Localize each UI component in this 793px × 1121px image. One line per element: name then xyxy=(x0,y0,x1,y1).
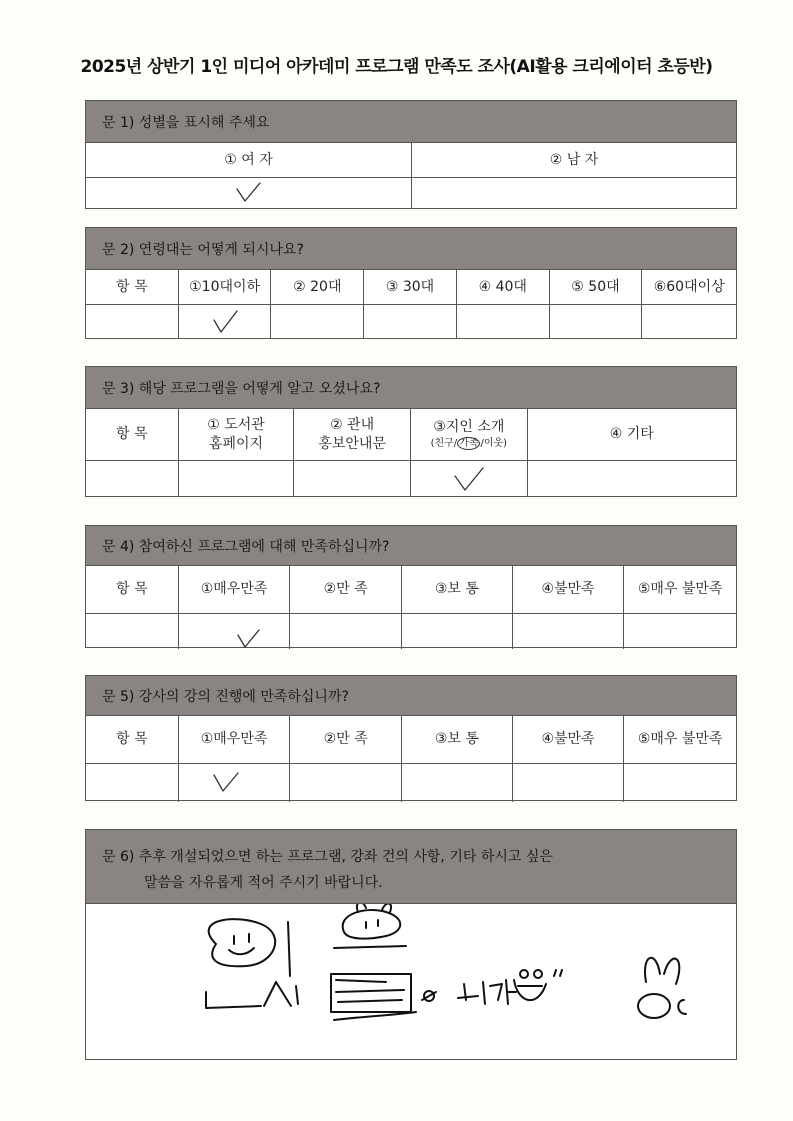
q4-answer-blank xyxy=(86,614,179,649)
q2-option-10s: ①10대이하 xyxy=(179,270,272,304)
q5-answer-very-satisfied[interactable] xyxy=(179,764,291,802)
question-1-heading xyxy=(86,101,736,143)
q2-answer-40s[interactable] xyxy=(457,305,550,338)
q5-option-satisfied: ②만 족 xyxy=(290,716,402,763)
q3-answer-blank xyxy=(86,461,179,496)
question-6-table xyxy=(85,829,737,1060)
question-6-heading xyxy=(86,830,736,904)
q5-option-very-satisfied: ①매우만족 xyxy=(179,716,291,763)
question-5-heading-text: 문 5) 강사의 강의 진행에 만족하십니까? xyxy=(102,688,349,705)
q5-option-neutral: ③보 통 xyxy=(402,716,513,763)
q3-option-library xyxy=(179,409,295,460)
q3-sub-post: /이웃) xyxy=(480,438,508,450)
q2-answer-50s[interactable] xyxy=(550,305,643,338)
q2-answer-30s[interactable] xyxy=(364,305,457,338)
q2-option-50s: ⑤ 50대 xyxy=(550,270,643,304)
q5-answer-satisfied[interactable] xyxy=(290,764,402,802)
q1-option-male: ② 남 자 xyxy=(549,151,599,168)
q3-option-flyer xyxy=(294,409,411,460)
q2-item-label: 항 목 xyxy=(86,270,179,304)
q5-answer-very-dissatisfied[interactable] xyxy=(624,764,736,802)
q3-answer-other[interactable] xyxy=(528,461,736,496)
q3-option-library-line1: ① 도서관 xyxy=(207,416,265,433)
question-4-heading xyxy=(86,526,736,566)
q4-option-very-dissatisfied: ⑤매우 불만족 xyxy=(637,581,723,598)
question-3-table xyxy=(85,366,737,497)
question-5-table xyxy=(85,675,737,801)
q3-option-referral-line1: ③지인 소개 xyxy=(433,419,505,436)
q4-answer-very-satisfied[interactable] xyxy=(179,614,291,649)
q2-answer-blank xyxy=(86,305,179,338)
q3-option-library-line2: 홈페이지 xyxy=(208,435,264,452)
q2-answer-10s[interactable] xyxy=(179,305,272,338)
question-3-heading-text: 문 3) 해당 프로그램을 어떻게 알고 오셨나요? xyxy=(102,380,381,397)
question-1-heading-text: 문 1) 성별을 표시해 주세요 xyxy=(102,114,270,131)
q1-answer-female[interactable] xyxy=(86,178,412,208)
checkmark-icon xyxy=(234,181,264,205)
q4-option-neutral: ③보 통 xyxy=(402,566,513,613)
q5-option-dissatisfied: ④불만족 xyxy=(513,716,625,763)
question-1-table xyxy=(85,100,737,209)
q2-answer-60s[interactable] xyxy=(642,305,736,338)
question-3-heading xyxy=(86,367,736,409)
q4-item-label: 항 목 xyxy=(86,566,179,613)
q4-answer-satisfied[interactable] xyxy=(290,614,402,649)
q3-item-label: 항 목 xyxy=(86,409,179,460)
checkmark-icon xyxy=(210,310,240,334)
q3-answer-flyer[interactable] xyxy=(294,461,411,496)
survey-title: 2025년 상반기 1인 미디어 아카데미 프로그램 만족도 조사(AI활용 크리에이터 초등반) xyxy=(80,57,713,77)
q6-free-answer-area[interactable] xyxy=(86,904,736,1059)
question-4-table xyxy=(85,525,737,648)
q2-option-60s: ⑥60대이상 xyxy=(653,278,725,295)
question-4-heading-text: 문 4) 참여하신 프로그램에 대해 만족하십니까? xyxy=(102,538,390,555)
checkmark-icon xyxy=(452,466,486,492)
checkmark-icon xyxy=(211,771,241,795)
q5-answer-blank xyxy=(86,764,179,802)
q3-option-referral-sub xyxy=(431,437,508,451)
q3-option-other: ④ 기타 xyxy=(609,426,654,443)
q5-answer-neutral[interactable] xyxy=(402,764,513,802)
q4-answer-neutral[interactable] xyxy=(402,614,513,649)
q4-option-dissatisfied: ④불만족 xyxy=(513,566,625,613)
q2-option-20s: ② 20대 xyxy=(271,270,364,304)
question-2-table xyxy=(85,227,737,339)
q3-sub-pre: (친구/ xyxy=(430,438,458,450)
q3-option-flyer-line2: 홍보안내문 xyxy=(318,435,386,452)
q2-answer-20s[interactable] xyxy=(271,305,364,338)
q3-answer-library[interactable] xyxy=(179,461,295,496)
q3-answer-referral[interactable] xyxy=(411,461,528,496)
q4-answer-very-dissatisfied[interactable] xyxy=(624,614,736,649)
q4-option-satisfied: ②만 족 xyxy=(290,566,402,613)
question-2-heading-text: 문 2) 연령대는 어떻게 되시나요? xyxy=(102,241,304,258)
question-2-heading xyxy=(86,228,736,270)
q4-option-very-satisfied: ①매우만족 xyxy=(179,566,291,613)
q3-sub-circled: 가족 xyxy=(459,438,479,450)
q1-option-female: ① 여 자 xyxy=(86,143,412,177)
handwritten-doodle-drawing xyxy=(86,904,736,1059)
question-6-heading-line1: 문 6) 추후 개설되었으면 하는 프로그램, 강좌 건의 사항, 기타 하시고 싶은 xyxy=(102,849,553,865)
q1-answer-male[interactable] xyxy=(412,178,736,208)
question-5-heading xyxy=(86,676,736,716)
question-6-heading-line2: 말씀을 자유롭게 적어 주시기 바랍니다. xyxy=(144,875,383,891)
q5-option-very-dissatisfied: ⑤매우 불만족 xyxy=(637,731,723,748)
q3-option-referral xyxy=(411,409,528,460)
q2-option-40s: ④ 40대 xyxy=(457,270,550,304)
q3-option-flyer-line1: ② 관내 xyxy=(330,416,375,433)
q4-answer-dissatisfied[interactable] xyxy=(513,614,625,649)
q2-option-30s: ③ 30대 xyxy=(364,270,457,304)
q5-answer-dissatisfied[interactable] xyxy=(513,764,625,802)
q5-item-label: 항 목 xyxy=(86,716,179,763)
checkmark-icon xyxy=(234,627,264,651)
